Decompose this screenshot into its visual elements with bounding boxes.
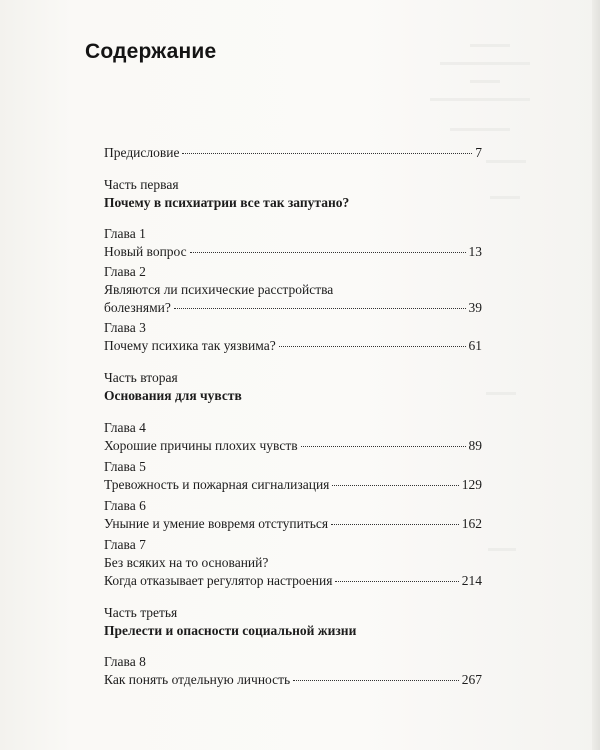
- toc-entry-title: Без всяких на то оснований?: [104, 555, 269, 570]
- chapter-label: Глава 1: [104, 226, 146, 241]
- page-title: Содержание: [85, 40, 217, 63]
- toc-page-number: 129: [461, 477, 482, 492]
- bleed-through-mark: [486, 392, 516, 395]
- dot-leader: [293, 680, 459, 681]
- dot-leader: [190, 252, 466, 253]
- bleed-through-mark: [486, 160, 526, 163]
- toc-page-number: 61: [468, 338, 482, 353]
- toc-entry-title: Почему психика так уязвима?: [104, 338, 276, 353]
- toc-entry-title: Хорошие причины плохих чувств: [104, 438, 298, 453]
- toc-page-number: 214: [461, 573, 482, 588]
- bleed-through-mark: [470, 44, 510, 47]
- toc-entry-title: болезнями?: [104, 300, 171, 315]
- bleed-through-mark: [470, 80, 500, 83]
- toc-page-number: 89: [468, 438, 482, 453]
- toc-entry-title: Тревожность и пожарная сигнализация: [104, 477, 330, 492]
- toc-page-number: 7: [475, 145, 482, 160]
- dot-leader: [301, 446, 466, 447]
- toc-entry-chapter-7[interactable]: [104, 572, 482, 590]
- part-title: Основания для чувств: [104, 388, 242, 403]
- dot-leader: [331, 524, 459, 525]
- bleed-through-mark: [488, 548, 516, 551]
- toc-page-number: 267: [461, 672, 482, 687]
- part-label: Часть третья: [104, 605, 178, 620]
- toc-entry-title: Когда отказывает регулятор настроения: [104, 573, 333, 588]
- bleed-through-mark: [450, 128, 510, 131]
- chapter-label: Глава 5: [104, 459, 146, 474]
- toc-entry-preface[interactable]: [104, 144, 482, 162]
- page-edge: [592, 0, 600, 750]
- toc-page-number: 13: [468, 244, 482, 259]
- toc-entry-chapter-3[interactable]: [104, 337, 482, 355]
- toc-entry-title: Новый вопрос: [104, 244, 187, 259]
- dot-leader: [279, 346, 466, 347]
- chapter-label: Глава 2: [104, 264, 146, 279]
- toc-entry-title: Являются ли психические расстройства: [104, 282, 334, 297]
- chapter-label: Глава 3: [104, 320, 146, 335]
- toc-entry-chapter-5[interactable]: [104, 476, 482, 494]
- dot-leader: [332, 485, 458, 486]
- chapter-label: Глава 6: [104, 498, 146, 513]
- chapter-label: Глава 4: [104, 420, 146, 435]
- toc-page-number: 162: [461, 516, 482, 531]
- dot-leader: [335, 581, 458, 582]
- chapter-label: Глава 7: [104, 537, 146, 552]
- dot-leader: [174, 308, 466, 309]
- toc-entry-chapter-1[interactable]: [104, 243, 482, 261]
- dot-leader: [182, 153, 472, 154]
- toc-entry-chapter-2[interactable]: [104, 299, 482, 317]
- bleed-through-mark: [490, 196, 520, 199]
- part-title: Почему в психиатрии все так запутано?: [104, 195, 350, 210]
- part-label: Часть первая: [104, 177, 179, 192]
- chapter-label: Глава 8: [104, 654, 146, 669]
- toc-entry-title: Как понять отдельную личность: [104, 672, 291, 687]
- toc-entry-chapter-6[interactable]: [104, 515, 482, 533]
- toc-entry-title: Предисловие: [104, 145, 180, 160]
- part-label: Часть вторая: [104, 370, 178, 385]
- bleed-through-mark: [440, 62, 530, 65]
- toc-entry-chapter-8[interactable]: [104, 671, 482, 689]
- toc-page-number: 39: [468, 300, 482, 315]
- part-title: Прелести и опасности социальной жизни: [104, 623, 357, 638]
- bleed-through-mark: [430, 98, 530, 101]
- toc-entry-chapter-4[interactable]: [104, 437, 482, 455]
- toc-entry-title: Уныние и умение вовремя отступиться: [104, 516, 329, 531]
